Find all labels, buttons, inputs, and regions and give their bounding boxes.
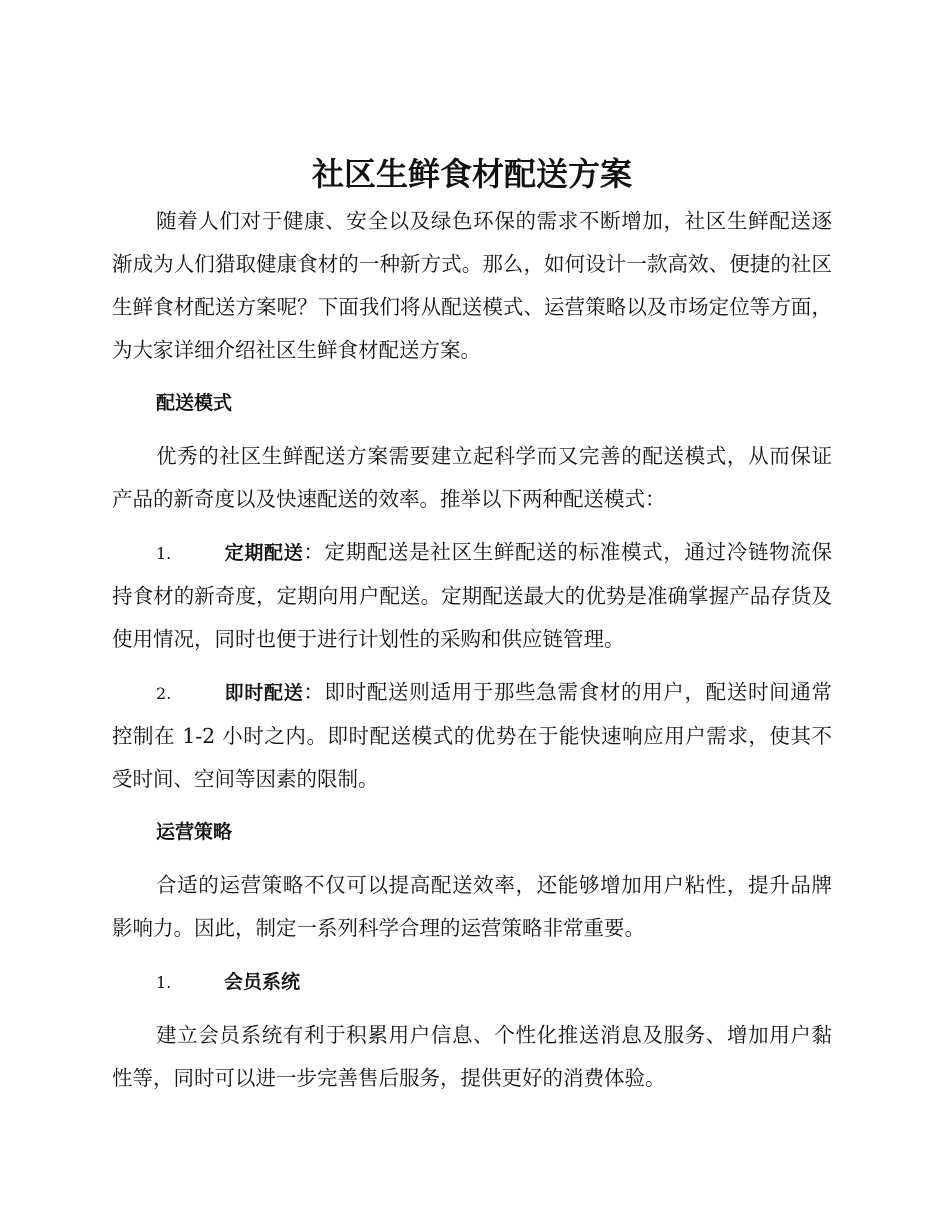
- section-heading-operation-strategy: 运营策略: [156, 821, 233, 843]
- list-term: 定期配送: [224, 542, 304, 564]
- list-item: [112, 531, 832, 661]
- section-heading-delivery-mode: 配送模式: [156, 392, 233, 414]
- list-number: 1.: [156, 544, 172, 563]
- document-page: [112, 148, 832, 1100]
- intro-paragraph: 随着人们对于健康、安全以及绿色环保的需求不断增加，社区生鲜配送逐渐成为人们猎取健康食材的一种新方式。那么，如何设计一款高效、便捷的社区生鲜食材配送方案呢？下面我们将从配送模式、运营策略以及市场定位等方面，为大家详细介绍社区生鲜食材配送方案。: [112, 209, 832, 362]
- subheading-member-system: [156, 960, 832, 1004]
- list-item: [112, 671, 832, 801]
- member-system-paragraph: 建立会员系统有利于积累用户信息、个性化推送消息及服务、增加用户黏性等，同时可以进一步完善售后服务，提供更好的消费体验。: [112, 1023, 832, 1090]
- document-title: 社区生鲜食材配送方案: [311, 155, 632, 193]
- operation-strategy-paragraph: 合适的运营策略不仅可以提高配送效率，还能够增加用户粘性，提升品牌影响力。因此，制定一系列科学合理的运营策略非常重要。: [112, 873, 832, 940]
- list-number: 2.: [156, 684, 172, 703]
- list-text: ：定期配送是社区生鲜配送的标准模式，通过冷链物流保持食材的新奇度，定期向用户配送。定期配送最大的优势是准确掌握产品存货及使用情况，同时也便于进行计划性的采购和供应链管理。: [112, 540, 832, 651]
- list-number: 1.: [156, 973, 172, 992]
- list-text: ：即时配送则适用于那些急需食材的用户，配送时间通常控制在 1-2 小时之内。即时配送模式的优势在于能快速响应用户需求，使其不受时间、空间等因素的限制。: [112, 680, 832, 791]
- list-term: 即时配送: [224, 682, 304, 704]
- list-term: 会员系统: [224, 971, 301, 993]
- delivery-mode-paragraph: 优秀的社区生鲜配送方案需要建立起科学而又完善的配送模式，从而保证产品的新奇度以及快速配送的效率。推举以下两种配送模式：: [112, 444, 832, 511]
